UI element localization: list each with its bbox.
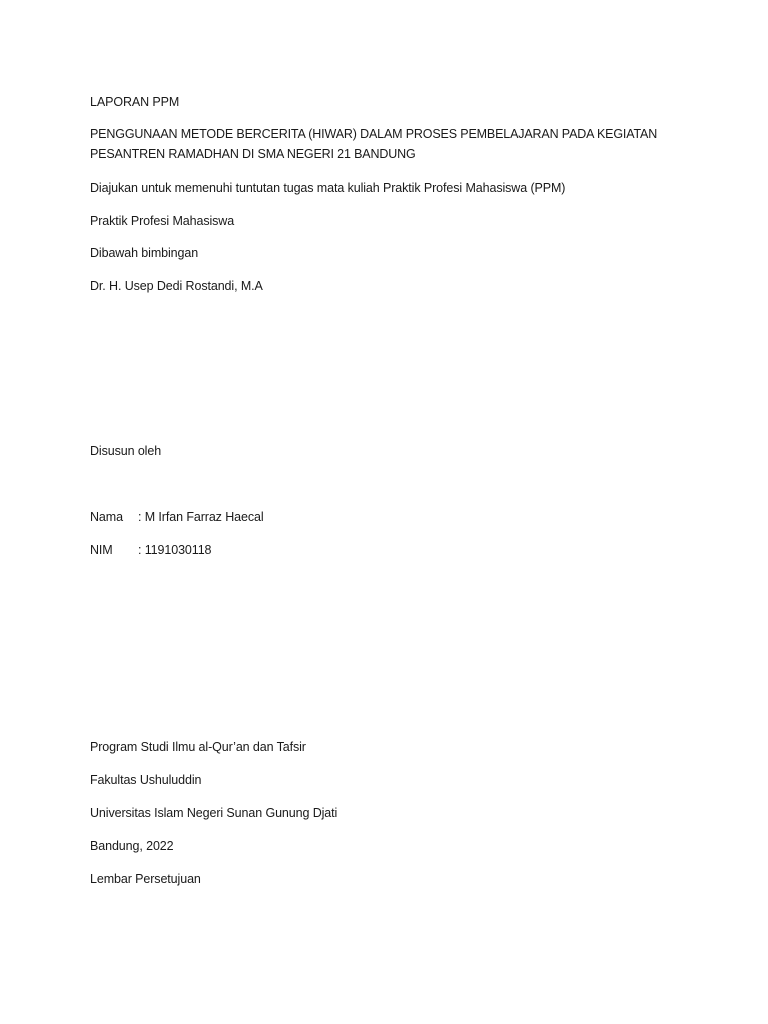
purpose-statement: Diajukan untuk memenuhi tuntutan tugas mata kuliah Praktik Profesi Mahasiswa (PPM) (90, 181, 566, 195)
study-program: Program Studi Ilmu al-Qur’an dan Tafsir (90, 740, 306, 754)
place-date: Bandung, 2022 (90, 839, 174, 853)
course-name: Praktik Profesi Mahasiswa (90, 214, 235, 228)
nim-value: : 1191030118 (138, 543, 212, 557)
name-label: Nama (90, 510, 123, 524)
supervisor-name: Dr. H. Usep Dedi Rostandi, M.A (90, 279, 263, 293)
nim-row (90, 540, 211, 560)
author-label: Disusun oleh (90, 444, 162, 458)
report-title-line-1: PENGGUNAAN METODE BERCERITA (HIWAR) DALAM PROSES PEMBELAJARAN PADA KEGIATAN (90, 127, 658, 141)
faculty-name: Fakultas Ushuluddin (90, 773, 202, 787)
name-row (90, 507, 264, 527)
report-type: LAPORAN PPM (90, 95, 180, 109)
nim-label: NIM (90, 543, 113, 557)
report-title (90, 124, 658, 164)
report-title-line-2: PESANTREN RAMADHAN DI SMA NEGERI 21 BANDUNG (90, 147, 416, 161)
supervision-label: Dibawah bimbingan (90, 246, 199, 260)
approval-sheet-heading: Lembar Persetujuan (90, 872, 201, 886)
name-value: : M Irfan Farraz Haecal (138, 510, 264, 524)
university-name: Universitas Islam Negeri Sunan Gunung Djati (90, 806, 338, 820)
